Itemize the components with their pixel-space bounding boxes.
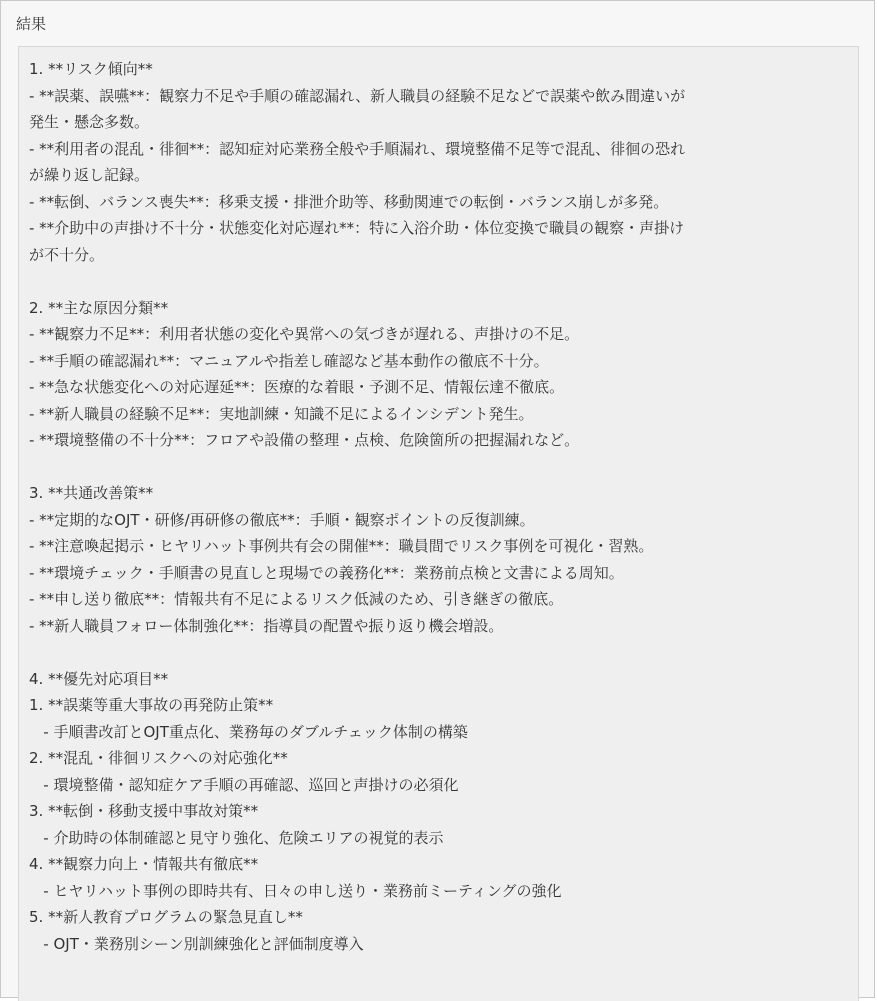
result-line: - **誤薬、誤嚥**：観察力不足や手順の確認漏れ、新人職員の経験不足などで誤薬や飲み間違いが [29, 86, 686, 105]
result-line: - 環境整備・認知症ケア手順の再確認、巡回と声掛けの必須化 [29, 775, 459, 794]
result-line: - **介助中の声掛け不十分・状態変化対応遅れ**：特に入浴介助・体位変換で職員の観察・声掛け [29, 219, 685, 237]
result-line: - **環境整備の不十分**：フロアや設備の整理・点検、危険箇所の把握漏れなど。 [29, 431, 580, 449]
result-line: - 介助時の体制確認と見守り強化、危険エリアの視覚的表示 [29, 828, 444, 847]
result-line: - OJT・業務別シーン別訓練強化と評価制度導入 [29, 934, 364, 953]
result-line: - **注意喚起掲示・ヒヤリハット事例共有会の開催**：職員間でリスク事例を可視化・習熟。 [29, 537, 654, 555]
result-line: - 手順書改訂とOJT重点化、業務毎のダブルチェック体制の構築 [29, 722, 468, 741]
result-line: - **観察力不足**：利用者状態の変化や異常への気づきが遅れる、声掛けの不足。 [29, 325, 580, 343]
result-line: 4. **観察力向上・情報共有徹底** [29, 855, 259, 873]
result-line: - **手順の確認漏れ**：マニュアルや指差し確認など基本動作の徹底不十分。 [29, 351, 549, 370]
result-line: 2. **混乱・徘徊リスクへの対応強化** [29, 749, 288, 767]
result-line: 3. **共通改善策** [29, 484, 154, 502]
result-line: が繰り返し記録。 [29, 166, 150, 184]
result-line: - **定期的なOJT・研修/再研修の徹底**：手順・観察ポイントの反復訓練。 [29, 510, 535, 529]
result-text-area[interactable] [18, 46, 859, 1001]
result-line: - **環境チェック・手順書の見直しと現場での義務化**：業務前点検と文書による周知。 [29, 563, 624, 582]
result-line: 1. **誤薬等重大事故の再発防止策** [29, 696, 274, 714]
result-line: 4. **優先対応項目** [29, 669, 169, 688]
result-line: - **新人職員の経験不足**：実地訓練・知識不足によるインシデント発生。 [29, 404, 534, 423]
result-line: - **急な状態変化への対応遅延**：医療的な着眼・予測不足、情報伝達不徹底。 [29, 378, 565, 396]
result-line [29, 454, 858, 481]
result-line [29, 268, 858, 295]
result-line: 発生・懸念多数。 [29, 113, 150, 131]
panel-title: 結果 [16, 15, 47, 33]
result-line: 3. **転倒・移動支援中事故対策** [29, 802, 259, 820]
result-line: 5. **新人教育プログラムの緊急見直し** [29, 908, 303, 926]
result-line: - **申し送り徹底**：情報共有不足によるリスク低減のため、引き継ぎの徹底。 [29, 590, 564, 608]
result-line [29, 639, 858, 666]
result-line: が不十分。 [29, 245, 105, 264]
result-line: - ヒヤリハット事例の即時共有、日々の申し送り・業務前ミーティングの強化 [29, 881, 562, 900]
result-line: 1. **リスク傾向** [29, 60, 153, 78]
result-line: - **新人職員フォロー体制強化**：指導員の配置や振り返り機会増設。 [29, 616, 504, 635]
result-line: 2. **主な原因分類** [29, 298, 169, 317]
result-line: - **転倒、バランス喪失**：移乗支援・排泄介助等、移動関連での転倒・バランス崩しが多発。 [29, 192, 669, 211]
result-line: - **利用者の混乱・徘徊**：認知症対応業務全般や手順漏れ、環境整備不足等で混乱、徘徊の恐れ [29, 139, 686, 158]
